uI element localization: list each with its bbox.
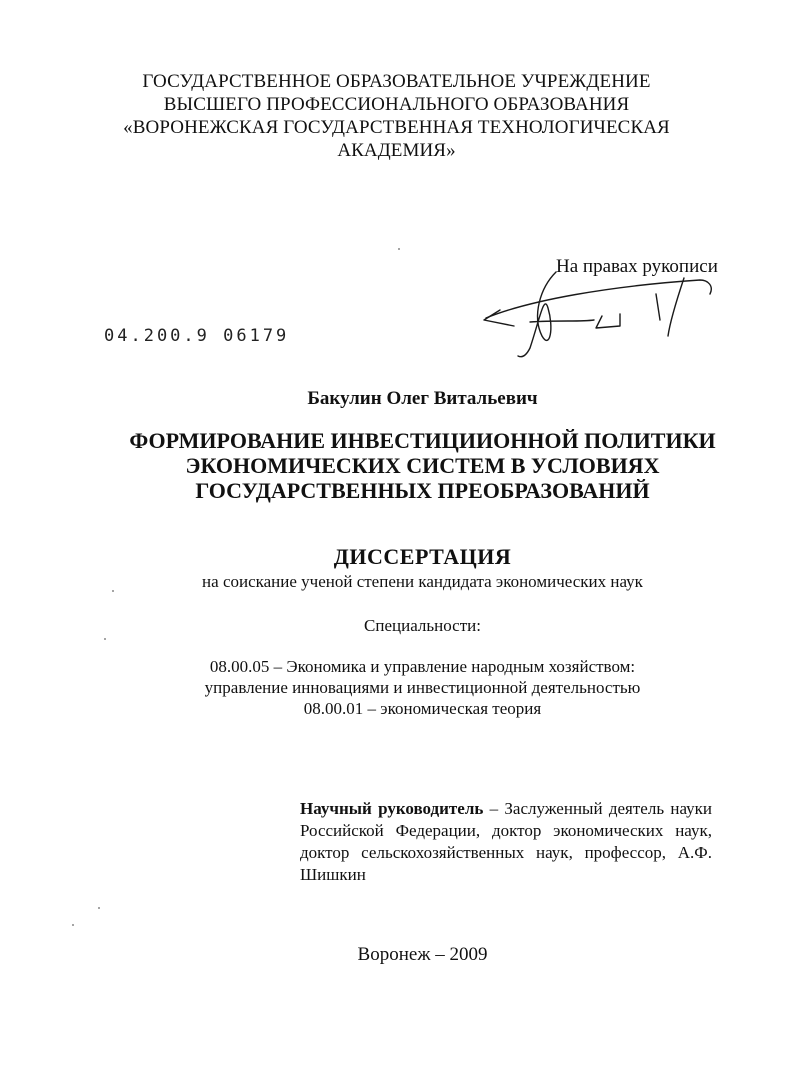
document-type: ДИССЕРТАЦИЯ [333,544,512,569]
registration-stamp: 04.200.9 06179 [104,326,290,346]
handwritten-signature [470,258,730,368]
manuscript-rights-note: На правах рукописи [556,256,718,277]
scientific-supervisor [300,798,712,886]
author-name: Бакулин Олег Витальевич [307,388,538,409]
dissertation-title [0,428,793,503]
place-and-year: Воронеж – 2009 [357,944,488,965]
institution-line: АКАДЕМИЯ» [337,140,456,161]
specialties-list [0,656,793,719]
scan-speck [104,638,106,640]
institution-line: ВЫСШЕГО ПРОФЕССИОНАЛЬНОГО ОБРАЗОВАНИЯ [163,94,630,115]
specialty-line: 08.00.01 – экономическая теория [303,699,542,718]
supervisor-details: – Заслуженный деятель науки Российской Федерации, доктор экономических наук, доктор сельскохозяйственных наук, профессор, А.Ф. Шишкин [300,799,712,884]
specialties-heading: Специальности: [364,616,481,635]
institution-line: «ВОРОНЕЖСКАЯ ГОСУДАРСТВЕННАЯ ТЕХНОЛОГИЧЕСКАЯ [123,117,670,138]
supervisor-label: Научный руководитель [300,799,484,818]
scan-speck [112,590,114,592]
title-line: ГОСУДАРСТВЕННЫХ ПРЕОБРАЗОВАНИЙ [195,478,650,503]
scan-speck [398,248,400,250]
scan-speck [98,907,100,909]
institution-name [0,70,793,162]
specialty-line: 08.00.05 – Экономика и управление народным хозяйством: [209,657,636,676]
title-line: ЭКОНОМИЧЕСКИХ СИСТЕМ В УСЛОВИЯХ [185,453,660,478]
specialty-line: управление инновациями и инвестиционной деятельностью [204,678,641,697]
scan-speck [72,924,74,926]
title-line: ФОРМИРОВАНИЕ ИНВЕСТИЦИИОННОЙ ПОЛИТИКИ [129,428,716,453]
institution-line: ГОСУДАРСТВЕННОЕ ОБРАЗОВАТЕЛЬНОЕ УЧРЕЖДЕНИЕ [142,71,651,92]
degree-line: на соискание ученой степени кандидата экономических наук [202,572,643,591]
